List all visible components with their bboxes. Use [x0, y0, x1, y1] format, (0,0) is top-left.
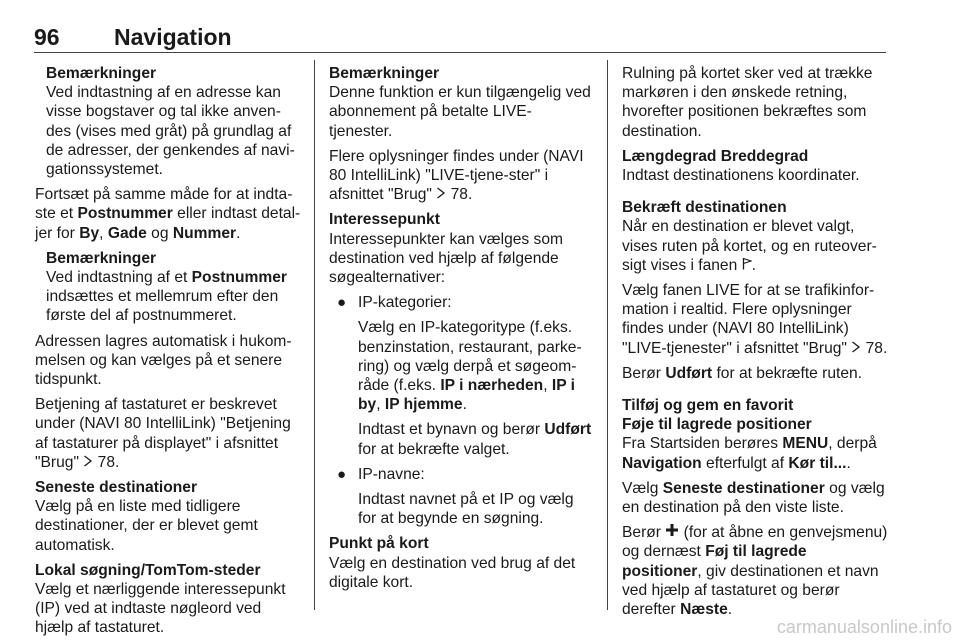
note-text: Denne funktion er kun tilgængelig ved abonnement på betalte LIVE-tjenester.: [329, 84, 591, 140]
section-heading: Seneste destinationer: [35, 479, 198, 497]
flag-icon: [742, 256, 752, 275]
paragraph: Rulning på kortet sker ved at trække markøren i den ønskede retning, hvorefter positionen bekræftes som destination.: [622, 65, 873, 140]
paragraph: Interessepunkter kan vælges som destination ved hjælp af følgende søgealternativer:: [329, 230, 564, 287]
paragraph: Vælg fanen LIVE for at se trafikinfor-mation i realtid. Flere oplysninger findes under (NAVI 80 IntelliLink) "LIVE-tjenester" i afsnittet "Brug" 78.: [622, 282, 888, 357]
paragraph: Fortsæt på samme måde for at indta-ste et Postnummer eller indtast detal-jer for By, Gade og Nummer.: [35, 186, 301, 242]
column-divider: [607, 60, 608, 610]
arrow-right-icon: [851, 339, 861, 358]
paragraph: Vælg en destination ved brug af det digitale kort.: [329, 554, 576, 591]
paragraph: Når en destination er blevet valgt, vises ruten på kortet, og en ruteover-sigt vises i fanen .: [622, 218, 877, 274]
note-text: Ved indtastning af en adresse kan visse bogstaver og tal ikke anven-des (vises med gråt) på grundlag af de adresser, der genkendes af navi-gationssystemet.: [46, 84, 295, 179]
list-item: ● IP-navne: Indtast navnet på et IP og vælg for at begynde en søgning.: [337, 465, 574, 528]
section-heading: Punkt på kort: [329, 535, 429, 553]
paragraph: Fra Startsiden berøres MENU, derpå Navigation efterfulgt af Kør til....: [622, 435, 877, 472]
bullet-icon: ●: [337, 294, 347, 312]
paragraph: Indtast destinationens koordinater.: [622, 167, 860, 185]
page-number: 96: [34, 24, 60, 50]
note-text: Flere oplysninger findes under (NAVI 80 IntelliLink) "LIVE-tjene-ster" i afsnittet "Brug" 78.: [329, 147, 584, 204]
note-title: Bemærkninger: [46, 65, 157, 82]
arrow-right-icon: [436, 185, 446, 204]
note-text: Ved indtastning af et Postnummer indsættes et mellemrum efter den første del af postnummeret.: [46, 269, 287, 325]
page-header: [34, 24, 886, 50]
column-2: [329, 64, 595, 598]
section-heading: Lokal søgning/TomTom-steder: [35, 561, 261, 579]
note-title: Bemærkninger: [329, 65, 440, 82]
bullet-icon: ●: [337, 465, 347, 483]
column-3: [622, 64, 890, 625]
note-box: [35, 249, 303, 326]
paragraph: Adressen lagres automatisk i hukom-melsen og kan vælges på et senere tidspunkt.: [35, 332, 292, 389]
column-divider: [314, 60, 315, 610]
note-box: [329, 64, 595, 204]
paragraph: Berør Udført for at bekræfte ruten.: [622, 364, 863, 382]
column-1: [35, 64, 303, 644]
page-title: Navigation: [114, 24, 232, 50]
section-heading: Interessepunkt: [329, 211, 440, 229]
note-box: [35, 64, 303, 179]
note-title: Bemærkninger: [46, 249, 157, 267]
bullet-list: [329, 293, 595, 528]
watermark: carmanualsonline.info: [776, 617, 952, 637]
section-heading: Længdegrad Breddegrad: [622, 147, 809, 165]
header-rule: [34, 52, 886, 53]
paragraph: Vælg på en liste med tidligere destinationer, der er blevet gemt automatisk.: [35, 498, 258, 554]
list-item: ● IP-kategorier: Vælg en IP-kategoritype (f.eks. benzinstation, restaurant, parke-ring) og vælg derpå et søgeom-råde (f.eks. IP i nærheden, IP i by, IP hjemme. Indtast et bynavn og berør Udført for at bekræfte valget.: [337, 294, 592, 458]
section-heading: Tilføj og gem en favorit: [622, 397, 794, 415]
paragraph: Vælg Seneste destinationer og vælg en destination på den viste liste.: [622, 479, 885, 517]
paragraph: Berør (for at åbne en genvejsmenu) og dernæst Føj til lagrede positioner, giv destinationen et navn ved hjælp af tastaturet og berør derefter Næste.: [622, 524, 888, 619]
section-heading: Føje til lagrede positioner: [622, 416, 812, 434]
plus-icon: [665, 523, 679, 542]
paragraph: Betjening af tastaturet er beskrevet under (NAVI 80 IntelliLink) "Betjening af tastaturer på displayet" i afsnittet "Brug" 78.: [35, 396, 291, 471]
arrow-right-icon: [83, 453, 93, 472]
paragraph: Vælg et nærliggende interessepunkt (IP) ved at indtaste nøgleord ved hjælp af tastaturet.: [35, 581, 286, 637]
section-heading: Bekræft destinationen: [622, 199, 787, 217]
